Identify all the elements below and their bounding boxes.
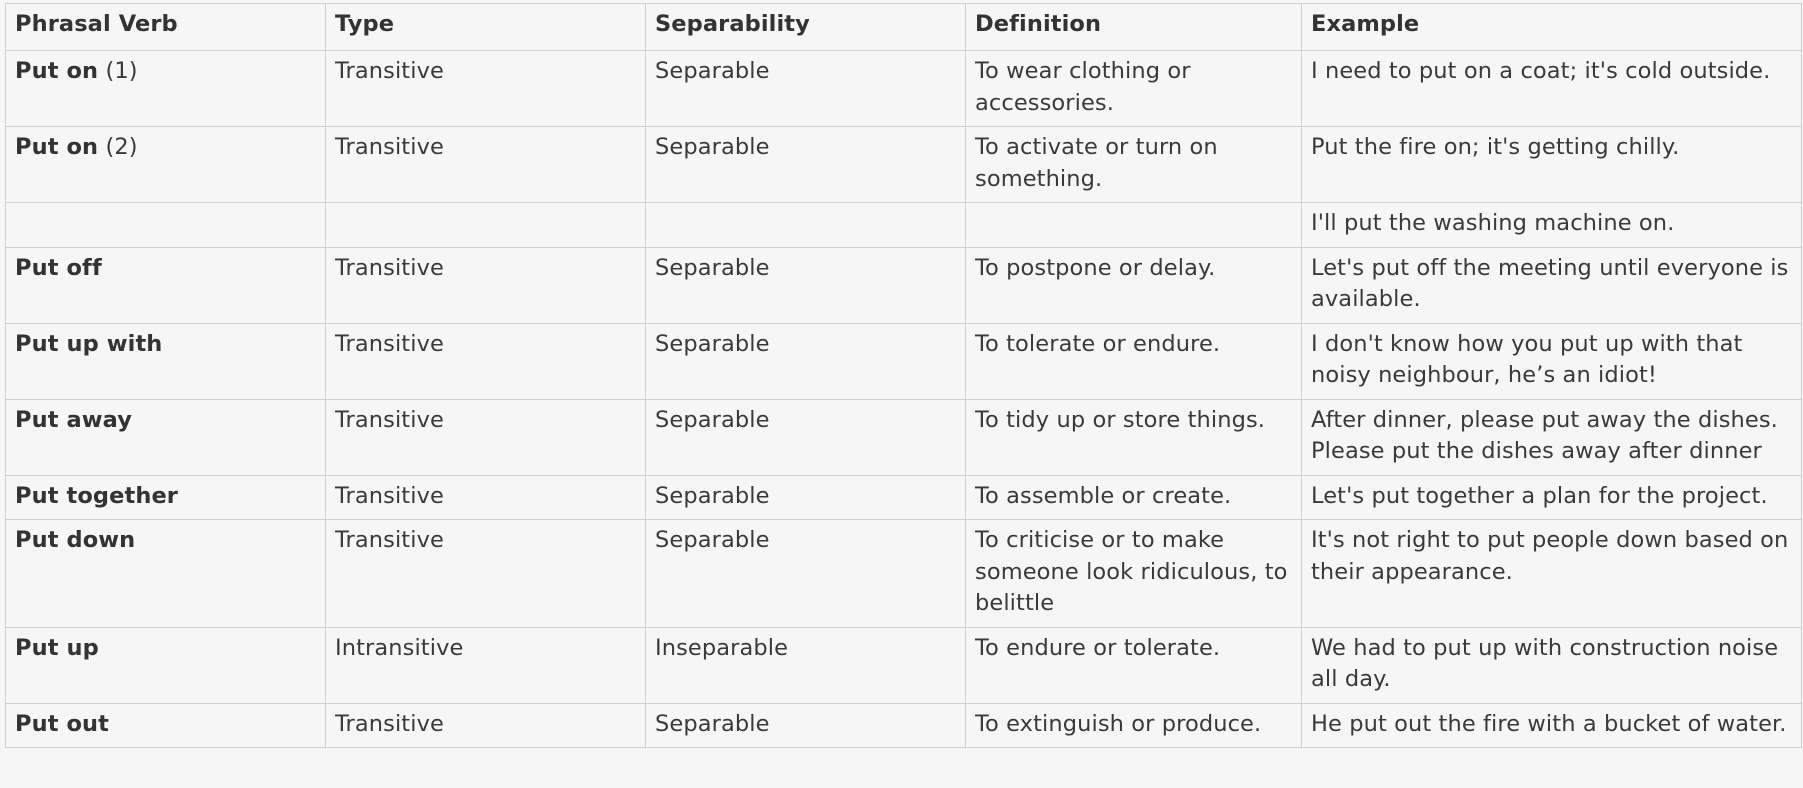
cell-separability: Separable <box>646 323 966 399</box>
cell-definition: To assemble or create. <box>966 475 1302 520</box>
cell-definition: To tidy up or store things. <box>966 399 1302 475</box>
cell-phrasal-verb <box>6 247 326 323</box>
cell-phrasal-verb <box>6 51 326 127</box>
header-phrasal-verb: Phrasal Verb <box>6 4 326 51</box>
cell-example: I don't know how you put up with that noisy neighbour, he’s an idiot! <box>1302 323 1802 399</box>
cell-example: It's not right to put people down based on their appearance. <box>1302 520 1802 628</box>
table-row <box>6 520 1802 628</box>
table-row <box>6 51 1802 127</box>
verb-text: Put off <box>15 254 102 281</box>
verb-text: Put on <box>15 134 99 160</box>
table-row <box>6 399 1802 475</box>
verb-text: Put away <box>15 406 133 433</box>
cell-type: Transitive <box>326 520 646 628</box>
cell-phrasal-verb <box>6 127 326 203</box>
cell-type: Transitive <box>326 51 646 127</box>
table-header-row <box>6 4 1802 51</box>
cell-definition: To endure or tolerate. <box>966 627 1302 703</box>
table-row <box>6 627 1802 703</box>
cell-phrasal-verb <box>6 703 326 748</box>
verb-text: Put together <box>15 482 179 509</box>
verb-text: Put up with <box>15 330 163 357</box>
table-body <box>6 51 1802 748</box>
cell-example: Let's put together a plan for the project. <box>1302 475 1802 520</box>
phrasal-verbs-table <box>5 3 1802 748</box>
cell-example: He put out the fire with a bucket of water. <box>1302 703 1802 748</box>
cell-separability <box>646 203 966 248</box>
cell-separability: Separable <box>646 520 966 628</box>
cell-separability: Separable <box>646 703 966 748</box>
cell-separability: Separable <box>646 51 966 127</box>
cell-definition: To activate or turn on something. <box>966 127 1302 203</box>
cell-separability: Separable <box>646 127 966 203</box>
cell-separability: Separable <box>646 247 966 323</box>
cell-type: Transitive <box>326 475 646 520</box>
cell-phrasal-verb <box>6 520 326 628</box>
cell-example: We had to put up with construction noise all day. <box>1302 627 1802 703</box>
header-type: Type <box>326 4 646 51</box>
verb-sense-number: (2) <box>98 134 138 160</box>
cell-separability: Separable <box>646 475 966 520</box>
cell-definition: To postpone or delay. <box>966 247 1302 323</box>
cell-phrasal-verb <box>6 399 326 475</box>
cell-definition: To tolerate or endure. <box>966 323 1302 399</box>
verb-text: Put down <box>15 527 136 553</box>
phrasal-verbs-table-container <box>5 3 1801 748</box>
table-row <box>6 475 1802 520</box>
table-row <box>6 323 1802 399</box>
cell-example: I'll put the washing machine on. <box>1302 203 1802 248</box>
cell-definition: To wear clothing or accessories. <box>966 51 1302 127</box>
cell-example: Let's put off the meeting until everyone is available. <box>1302 247 1802 323</box>
table-row <box>6 203 1802 248</box>
verb-sense-number: (1) <box>98 58 138 84</box>
table-row <box>6 127 1802 203</box>
cell-type <box>326 203 646 248</box>
cell-definition: To criticise or to make someone look ridiculous, to belittle <box>966 520 1302 628</box>
cell-type: Intransitive <box>326 627 646 703</box>
header-definition: Definition <box>966 4 1302 51</box>
cell-definition <box>966 203 1302 248</box>
cell-phrasal-verb <box>6 627 326 703</box>
cell-type: Transitive <box>326 323 646 399</box>
table-row <box>6 247 1802 323</box>
header-example: Example <box>1302 4 1802 51</box>
cell-type: Transitive <box>326 399 646 475</box>
verb-text: Put out <box>15 710 110 737</box>
cell-example: I need to put on a coat; it's cold outside. <box>1302 51 1802 127</box>
table-row <box>6 703 1802 748</box>
cell-phrasal-verb <box>6 203 326 248</box>
header-separability: Separability <box>646 4 966 51</box>
cell-phrasal-verb <box>6 323 326 399</box>
cell-type: Transitive <box>326 127 646 203</box>
cell-example: Put the fire on; it's getting chilly. <box>1302 127 1802 203</box>
cell-separability: Separable <box>646 399 966 475</box>
cell-phrasal-verb <box>6 475 326 520</box>
cell-example: After dinner, please put away the dishes. Please put the dishes away after dinner <box>1302 399 1802 475</box>
cell-type: Transitive <box>326 703 646 748</box>
verb-text: Put up <box>15 634 99 661</box>
verb-text: Put on <box>15 58 99 84</box>
cell-separability: Inseparable <box>646 627 966 703</box>
cell-definition: To extinguish or produce. <box>966 703 1302 748</box>
cell-type: Transitive <box>326 247 646 323</box>
